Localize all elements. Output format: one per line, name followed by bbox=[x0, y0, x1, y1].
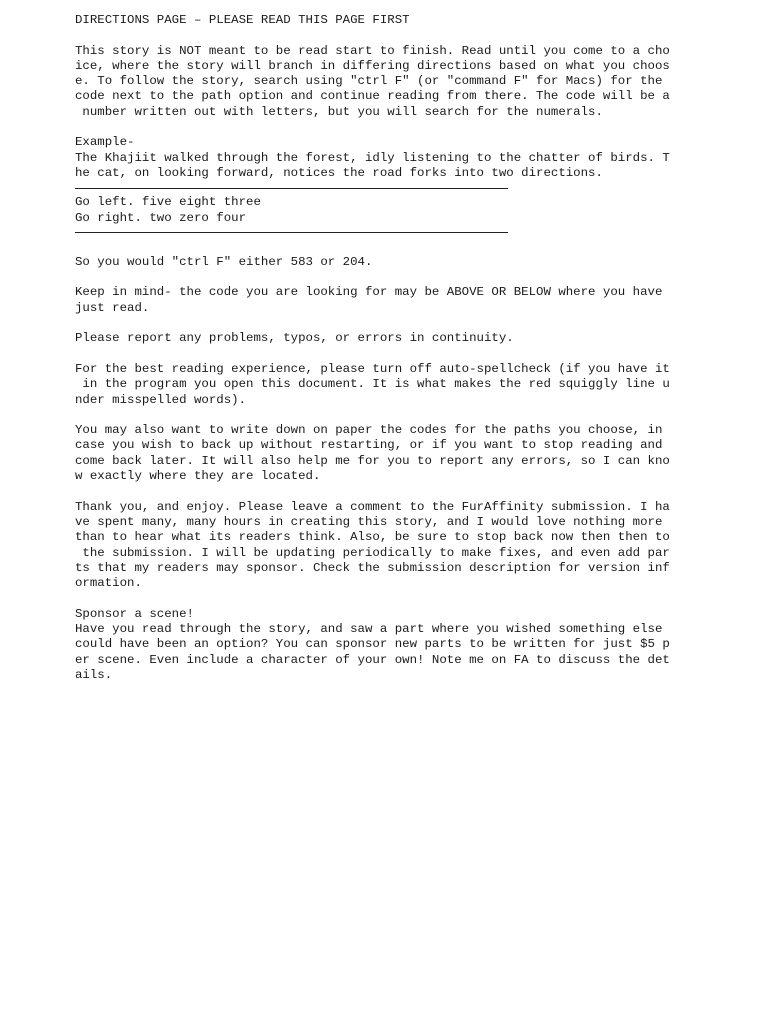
report-line: Please report any problems, typos, or errors in continuity. bbox=[75, 331, 514, 346]
example-divider-top bbox=[75, 188, 508, 189]
keep-in-mind-paragraph bbox=[75, 285, 675, 316]
keep-in-mind-line: just read. bbox=[75, 300, 150, 315]
spacer bbox=[75, 233, 675, 255]
write-down-paragraph bbox=[75, 423, 675, 484]
example-block bbox=[75, 135, 675, 232]
example-option-right: Go right. two zero four bbox=[75, 210, 247, 225]
keep-in-mind-line: Keep in mind- the code you are looking for may be ABOVE OR BELOW where you have bbox=[75, 285, 663, 300]
intro-line: This story is NOT meant to be read start to finish. Read until you come to a cho bbox=[75, 43, 670, 58]
sponsor-line: could have been an option? You can sponsor new parts to be written for just $5 p bbox=[75, 637, 670, 652]
spellcheck-paragraph bbox=[75, 362, 675, 408]
write-down-line: come back later. It will also help me for you to report any errors, so I can kno bbox=[75, 453, 670, 468]
thank-you-line: than to hear what its readers think. Also, be sure to stop back now then then to bbox=[75, 530, 670, 545]
report-paragraph bbox=[75, 331, 675, 346]
sponsor-paragraph bbox=[75, 607, 675, 683]
intro-line: number written out with letters, but you will search for the numerals. bbox=[75, 104, 603, 119]
page-title-block bbox=[75, 13, 675, 28]
spellcheck-line: in the program you open this document. It is what makes the red squiggly line u bbox=[75, 377, 670, 392]
thank-you-line: Thank you, and enjoy. Please leave a comment to the FurAffinity submission. I ha bbox=[75, 499, 670, 514]
page-title: DIRECTIONS PAGE – PLEASE READ THIS PAGE FIRST bbox=[75, 13, 410, 27]
spellcheck-line: For the best reading experience, please turn off auto-spellcheck (if you have it bbox=[75, 361, 670, 376]
thank-you-line: ormation. bbox=[75, 576, 142, 591]
search-note-paragraph bbox=[75, 255, 675, 270]
example-option-left: Go left. five eight three bbox=[75, 195, 261, 210]
write-down-line: w exactly where they are located. bbox=[75, 469, 321, 484]
intro-line: code next to the path option and continue reading from there. The code will be a bbox=[75, 89, 670, 104]
intro-paragraph bbox=[75, 44, 675, 120]
sponsor-line: Have you read through the story, and saw a part where you wished something else bbox=[75, 621, 663, 636]
write-down-line: You may also want to write down on paper the codes for the paths you choose, in bbox=[75, 423, 663, 438]
thank-you-line: the submission. I will be updating periodically to make fixes, and even add par bbox=[75, 545, 670, 560]
sponsor-line: er scene. Even include a character of your own! Note me on FA to discuss the det bbox=[75, 652, 670, 667]
thank-you-line: ts that my readers may sponsor. Check the submission description for version inf bbox=[75, 560, 670, 575]
thank-you-paragraph bbox=[75, 500, 675, 592]
intro-line: e. To follow the story, search using "ctrl F" (or "command F" for Macs) for the bbox=[75, 74, 663, 89]
sponsor-heading: Sponsor a scene! bbox=[75, 606, 194, 621]
search-note: So you would "ctrl F" either 583 or 204. bbox=[75, 254, 373, 269]
document-page bbox=[75, 13, 675, 698]
example-text-line: he cat, on looking forward, notices the road forks into two directions. bbox=[75, 165, 603, 180]
write-down-line: case you wish to back up without restarting, or if you want to stop reading and bbox=[75, 438, 663, 453]
example-text-line: The Khajiit walked through the forest, idly listening to the chatter of birds. T bbox=[75, 150, 670, 165]
thank-you-line: ve spent many, many hours in creating this story, and I would love nothing more bbox=[75, 514, 663, 529]
example-heading: Example- bbox=[75, 135, 135, 150]
spellcheck-line: nder misspelled words). bbox=[75, 392, 247, 407]
sponsor-line: ails. bbox=[75, 667, 113, 682]
intro-line: ice, where the story will branch in differing directions based on what you choos bbox=[75, 58, 670, 73]
